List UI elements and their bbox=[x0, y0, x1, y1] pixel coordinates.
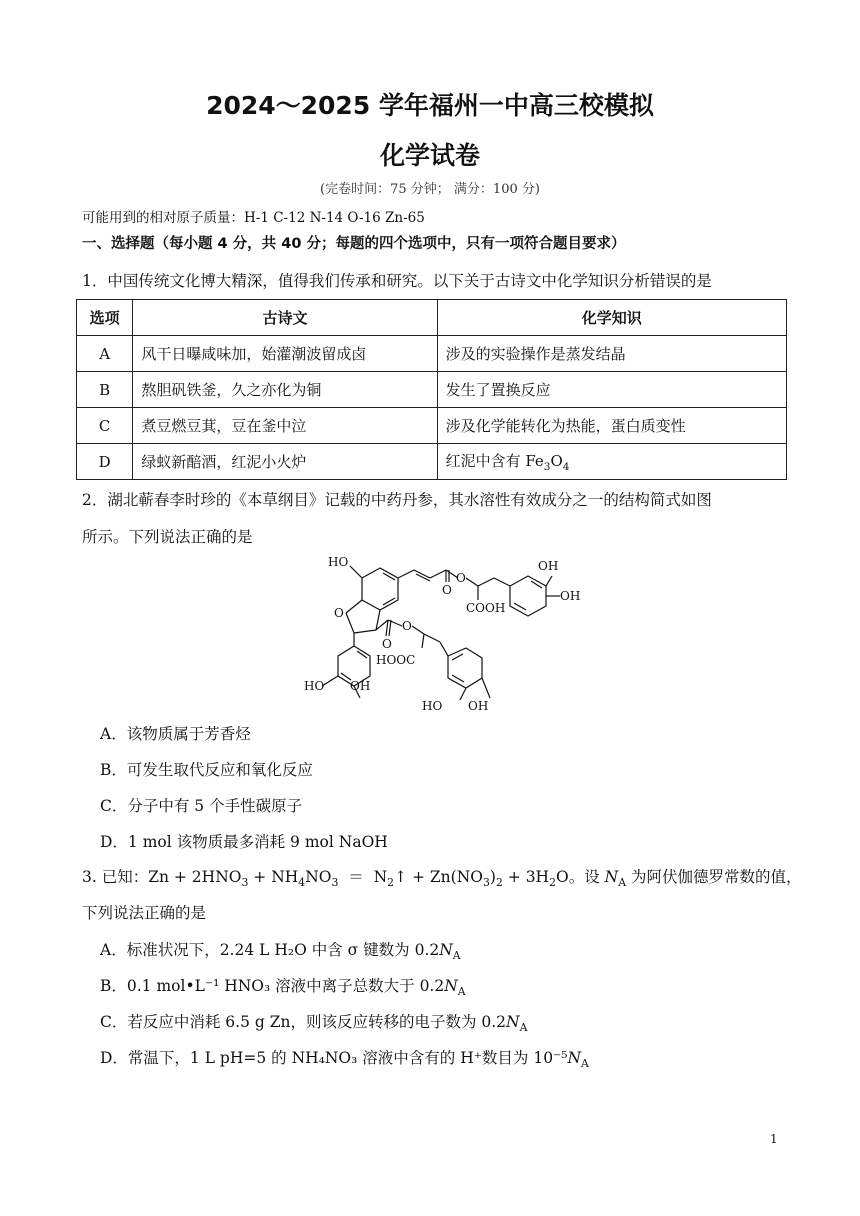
fe-formula-o: O bbox=[550, 452, 563, 470]
label-o-carbonyl1: O bbox=[442, 583, 452, 597]
section-note: （每小题 4 分，共 40 分；每题的四个选项中，只有一项符合题目要求） bbox=[154, 236, 626, 252]
label-cooh: COOH bbox=[466, 601, 506, 615]
label-oh-bl: OH bbox=[350, 679, 371, 693]
page-number: 1 bbox=[770, 1132, 778, 1146]
q3-option-c bbox=[100, 1010, 527, 1034]
table-cell: 发生了置换反应 bbox=[437, 372, 786, 408]
na-symbol: N bbox=[506, 1013, 520, 1031]
label-ho-bl: HO bbox=[304, 679, 325, 693]
q3-stem-prefix: 3. 已知：Zn + 2HNO bbox=[82, 868, 242, 886]
na-sub: A bbox=[581, 1057, 589, 1071]
na-sub: A bbox=[457, 985, 466, 999]
salvianolic-acid-structure bbox=[290, 548, 590, 718]
q1-stem: 1．中国传统文化博大精深，值得我们传承和研究。以下关于古诗文中化学知识分析错误的是 bbox=[82, 272, 712, 290]
label-o-ester1: O bbox=[456, 571, 466, 585]
table-header-poem: 古诗文 bbox=[133, 300, 437, 336]
q3-option-a bbox=[100, 938, 461, 962]
label-oh-br: OH bbox=[468, 699, 489, 713]
na-symbol: N bbox=[444, 977, 458, 995]
table-row bbox=[77, 444, 787, 480]
table-header-knowledge: 化学知识 bbox=[437, 300, 786, 336]
na-sub: A bbox=[452, 949, 461, 963]
fe-formula-sub: 4 bbox=[562, 461, 570, 473]
table-cell: D bbox=[77, 444, 133, 480]
table-cell: B bbox=[77, 372, 133, 408]
label-oh-right: OH bbox=[560, 589, 581, 603]
label-ho-br: HO bbox=[422, 699, 443, 713]
q3-option-d bbox=[100, 1046, 589, 1070]
fe-formula-text: 红泥中含有 Fe bbox=[445, 452, 544, 470]
table-cell bbox=[437, 444, 786, 480]
table-cell: 煮豆燃豆萁，豆在釜中泣 bbox=[133, 408, 437, 444]
na-symbol: N bbox=[439, 941, 453, 959]
table-cell: A bbox=[77, 336, 133, 372]
q3-option-c-text: C．若反应中消耗 6.5 g Zn，则该反应转移的电子数为 0.2 bbox=[100, 1013, 507, 1031]
table-row bbox=[77, 408, 787, 444]
q3-option-d-text: D．常温下，1 L pH=5 的 NH₄NO₃ 溶液中含有的 H⁺数目为 10⁻⁵ bbox=[100, 1049, 568, 1067]
q2-option-a: A．该物质属于芳香烃 bbox=[100, 725, 251, 743]
label-o-carbonyl2: O bbox=[382, 637, 392, 651]
table-cell: 涉及化学能转化为热能，蛋白质变性 bbox=[437, 408, 786, 444]
exam-title-line2: 化学试卷 bbox=[379, 141, 480, 170]
section-heading bbox=[82, 232, 625, 253]
table-header-row bbox=[77, 300, 787, 336]
label-o-ring: O bbox=[334, 606, 344, 620]
label-hooc: HOOC bbox=[376, 653, 416, 667]
q3-option-b bbox=[100, 974, 466, 998]
na-sub: A bbox=[519, 1021, 528, 1035]
q2-option-c: C．分子中有 5 个手性碳原子 bbox=[100, 797, 303, 815]
fe-formula-sub: 3 bbox=[543, 461, 551, 473]
table-header-option: 选项 bbox=[77, 300, 133, 336]
q2-option-d: D．1 mol 该物质最多消耗 9 mol NaOH bbox=[100, 833, 388, 851]
exam-title-line1: 2024～2025 学年福州一中高三校模拟 bbox=[206, 91, 654, 120]
label-ho-top: HO bbox=[328, 555, 349, 569]
na-symbol: N bbox=[567, 1049, 582, 1067]
q3-option-b-text: B．0.1 mol•L⁻¹ HNO₃ 溶液中离子总数大于 0.2 bbox=[100, 977, 445, 995]
atomic-masses: 可能用到的相对原子质量：H-1 C-12 N-14 O-16 Zn-65 bbox=[82, 210, 425, 226]
section-title: 一、选择题 bbox=[82, 236, 155, 252]
q3-option-a-text: A．标准状况下，2.24 L H₂O 中含 σ 键数为 0.2 bbox=[100, 941, 440, 959]
label-o-ester2: O bbox=[402, 619, 412, 633]
table-cell: 熬胆矾铁釜，久之亦化为铜 bbox=[133, 372, 437, 408]
q3-stem-line1: 3. 已知：$Zn + 2HNO_3 + NH_4NO_3$ ＝ $N_2↑ + Zn(NO_3)_2 + 3H_2O$。设 $N_A$ 为阿伏伽德罗常数的值， bbox=[82, 868, 802, 890]
table-row bbox=[77, 372, 787, 408]
q2-option-b: B．可发生取代反应和氧化反应 bbox=[100, 761, 313, 779]
q3-stem-line2: 下列说法正确的是 bbox=[82, 904, 207, 922]
q2-stem-line1: 2．湖北蕲春李时珍的《本草纲目》记载的中药丹参，其水溶性有效成分之一的结构简式如图 bbox=[82, 491, 712, 509]
table-row bbox=[77, 336, 787, 372]
table-cell: 涉及的实验操作是蒸发结晶 bbox=[437, 336, 786, 372]
label-oh-right-top: OH bbox=[538, 559, 559, 573]
q1-table bbox=[76, 299, 787, 480]
exam-subtitle: (完卷时间：75 分钟； 满分：100 分) bbox=[320, 182, 540, 197]
table-cell: 绿蚁新醅酒，红泥小火炉 bbox=[133, 444, 437, 480]
table-cell: 风干日曝咸味加，始灌潮波留成卤 bbox=[133, 336, 437, 372]
q2-stem-line2: 所示。下列说法正确的是 bbox=[82, 528, 253, 546]
table-cell: C bbox=[77, 408, 133, 444]
